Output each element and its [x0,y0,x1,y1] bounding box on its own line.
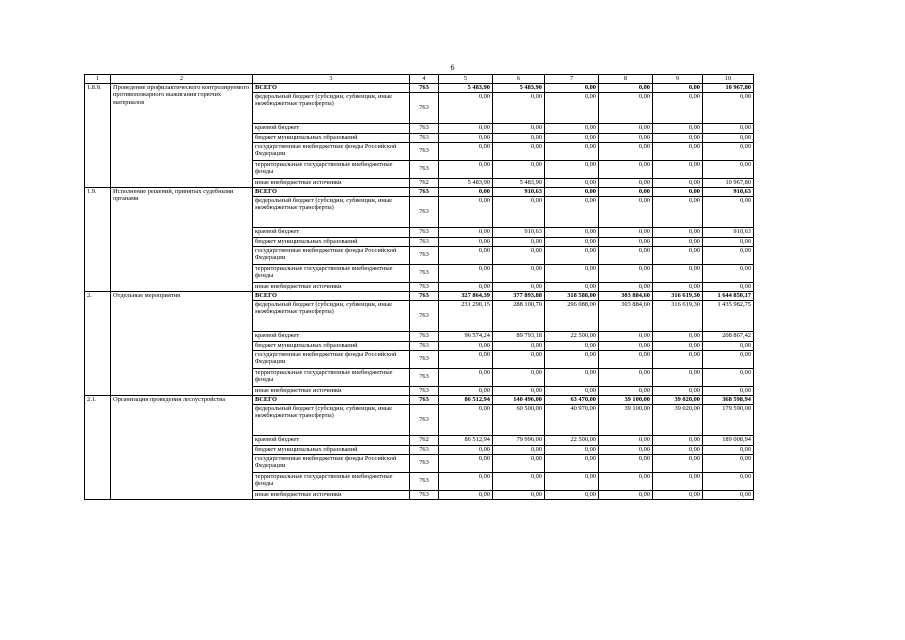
budget-code: 763 [410,386,439,395]
budget-code: 763 [410,123,439,133]
budget-code: 763 [410,445,439,454]
amount-cell: 0,00 [703,386,754,395]
amount-cell: 0,00 [545,83,599,92]
amount-cell: 0,00 [545,187,599,196]
budget-code: 763 [410,454,439,472]
funding-source: федеральный бюджет (субсидии, субвенции, иные межбюджетные трансферты) [253,196,410,227]
amount-cell: 0,00 [439,196,493,227]
amount-cell: 0,00 [439,160,493,178]
amount-cell: 377 893,88 [493,291,545,300]
column-header: 1 [85,75,111,84]
amount-cell: 0,00 [653,196,703,227]
amount-cell: 296 088,00 [545,300,599,331]
funding-source: государственные внебюджетные фонды Российской Федерации [253,142,410,160]
amount-cell: 89 793,18 [493,331,545,341]
budget-code: 763 [410,264,439,282]
amount-cell: 316 619,30 [653,300,703,331]
amount-cell: 0,00 [545,445,599,454]
amount-cell: 0,00 [653,123,703,133]
amount-cell: 0,00 [599,445,653,454]
amount-cell: 10 967,80 [703,83,754,92]
funding-source: федеральный бюджет (субсидии, субвенции, иные межбюджетные трансферты) [253,92,410,123]
funding-source: краевой бюджет [253,331,410,341]
amount-cell: 0,00 [653,454,703,472]
amount-cell: 0,00 [703,123,754,133]
amount-cell: 1 435 982,75 [703,300,754,331]
amount-cell: 5 483,90 [439,83,493,92]
amount-cell: 0,00 [439,445,493,454]
amount-cell: 0,00 [599,92,653,123]
amount-cell: 0,00 [493,246,545,264]
funding-source: ВСЕГО [253,83,410,92]
amount-cell: 0,00 [545,246,599,264]
amount-cell: 0,00 [545,196,599,227]
funding-source: ВСЕГО [253,187,410,196]
amount-cell: 0,00 [439,237,493,246]
budget-code: 763 [410,246,439,264]
column-header: 5 [439,75,493,84]
amount-cell: 0,00 [653,264,703,282]
funding-source: государственные внебюджетные фонды Российской Федерации [253,350,410,368]
budget-code: 763 [410,83,439,92]
amount-cell: 0,00 [599,341,653,350]
amount-cell: 0,00 [599,178,653,187]
amount-cell: 0,00 [703,454,754,472]
amount-cell: 0,00 [599,160,653,178]
funding-source: краевой бюджет [253,227,410,237]
funding-source: бюджет муниципальных образований [253,133,410,142]
amount-cell: 0,00 [599,331,653,341]
amount-cell: 0,00 [653,160,703,178]
amount-cell: 0,00 [599,472,653,490]
amount-cell: 0,00 [545,142,599,160]
funding-source: иные внебюджетные источники [253,386,410,395]
amount-cell: 39 020,00 [653,395,703,404]
amount-cell: 0,00 [439,341,493,350]
amount-cell: 0,00 [545,237,599,246]
amount-cell: 40 970,00 [545,404,599,435]
funding-source: государственные внебюджетные фонды Российской Федерации [253,246,410,264]
amount-cell: 1 644 850,17 [703,291,754,300]
amount-cell: 0,00 [439,472,493,490]
amount-cell: 0,00 [653,83,703,92]
table-row [85,395,754,404]
amount-cell: 208 867,42 [703,331,754,341]
budget-code: 763 [410,331,439,341]
amount-cell: 0,00 [439,227,493,237]
amount-cell: 39 020,00 [653,404,703,435]
amount-cell: 0,00 [493,386,545,395]
amount-cell: 0,00 [545,160,599,178]
amount-cell: 0,00 [545,92,599,123]
amount-cell: 96 574,24 [439,331,493,341]
amount-cell: 0,00 [599,227,653,237]
item-name: Проведение профилактического контролируемого противопожарного выжигания горючих материалов [111,83,253,187]
amount-cell: 0,00 [439,133,493,142]
budget-code: 763 [410,341,439,350]
amount-cell: 0,00 [599,187,653,196]
column-header: 9 [653,75,703,84]
amount-cell: 0,00 [439,404,493,435]
amount-cell: 0,00 [653,92,703,123]
amount-cell: 0,00 [653,227,703,237]
funding-source: иные внебюджетные источники [253,178,410,187]
budget-code: 763 [410,133,439,142]
amount-cell: 0,00 [703,142,754,160]
amount-cell: 63 470,00 [545,395,599,404]
amount-cell: 0,00 [493,133,545,142]
amount-cell: 0,00 [703,282,754,291]
funding-source: краевой бюджет [253,435,410,445]
amount-cell: 0,00 [439,142,493,160]
amount-cell: 0,00 [599,490,653,499]
table-row [85,187,754,196]
amount-cell: 0,00 [493,350,545,368]
funding-source: федеральный бюджет (субсидии, субвенции, иные межбюджетные трансферты) [253,300,410,331]
amount-cell: 0,00 [439,368,493,386]
amount-cell: 0,00 [653,445,703,454]
amount-cell: 0,00 [653,133,703,142]
amount-cell: 0,00 [439,264,493,282]
amount-cell: 0,00 [703,445,754,454]
funding-source: бюджет муниципальных образований [253,341,410,350]
amount-cell: 0,00 [599,246,653,264]
amount-cell: 288 100,70 [493,300,545,331]
amount-cell: 0,00 [439,187,493,196]
budget-code: 763 [410,300,439,331]
amount-cell: 910,63 [703,227,754,237]
amount-cell: 0,00 [493,490,545,499]
item-number: 2.1. [85,395,111,499]
amount-cell: 0,00 [493,472,545,490]
column-header: 10 [703,75,754,84]
amount-cell: 231 290,15 [439,300,493,331]
amount-cell: 0,00 [653,472,703,490]
budget-code: 763 [410,350,439,368]
amount-cell: 86 512,94 [439,395,493,404]
header-row [85,75,754,84]
amount-cell: 0,00 [493,196,545,227]
amount-cell: 0,00 [545,227,599,237]
amount-cell: 0,00 [493,237,545,246]
amount-cell: 0,00 [599,264,653,282]
amount-cell: 5 483,90 [439,178,493,187]
table-row [85,83,754,92]
amount-cell: 0,00 [653,178,703,187]
budget-code: 763 [410,472,439,490]
amount-cell: 39 100,00 [599,395,653,404]
amount-cell: 0,00 [545,490,599,499]
amount-cell: 0,00 [703,246,754,264]
amount-cell: 0,00 [599,83,653,92]
page-number: 6 [450,63,455,72]
item-number: 1.8.9. [85,83,111,187]
funding-source: федеральный бюджет (субсидии, субвенции, иные межбюджетные трансферты) [253,404,410,435]
amount-cell: 0,00 [493,454,545,472]
budget-code: 763 [410,368,439,386]
amount-cell: 0,00 [493,341,545,350]
budget-code: 763 [410,490,439,499]
amount-cell: 79 996,00 [493,435,545,445]
funding-source: краевой бюджет [253,123,410,133]
amount-cell: 0,00 [545,454,599,472]
column-header: 7 [545,75,599,84]
amount-cell: 0,00 [653,142,703,160]
table-row [85,291,754,300]
amount-cell: 0,00 [439,386,493,395]
amount-cell: 0,00 [653,490,703,499]
amount-cell: 0,00 [439,246,493,264]
amount-cell: 327 864,39 [439,291,493,300]
amount-cell: 0,00 [493,282,545,291]
amount-cell: 10 967,80 [703,178,754,187]
amount-cell: 189 008,94 [703,435,754,445]
amount-cell: 0,00 [545,178,599,187]
amount-cell: 0,00 [703,368,754,386]
amount-cell: 179 590,00 [703,404,754,435]
amount-cell: 0,00 [545,341,599,350]
amount-cell: 0,00 [599,386,653,395]
amount-cell: 0,00 [439,454,493,472]
funding-source: ВСЕГО [253,395,410,404]
budget-code: 762 [410,178,439,187]
amount-cell: 0,00 [653,237,703,246]
amount-cell: 0,00 [653,350,703,368]
amount-cell: 0,00 [703,264,754,282]
funding-source: иные внебюджетные источники [253,282,410,291]
amount-cell: 0,00 [653,368,703,386]
amount-cell: 0,00 [599,454,653,472]
budget-code: 763 [410,227,439,237]
amount-cell: 318 588,00 [545,291,599,300]
funding-source: территориальные государственные внебюджетные фонды [253,472,410,490]
amount-cell: 140 496,00 [493,395,545,404]
column-header: 2 [111,75,253,84]
amount-cell: 0,00 [545,386,599,395]
amount-cell: 0,00 [439,350,493,368]
amount-cell: 0,00 [703,490,754,499]
column-header: 4 [410,75,439,84]
funding-source: территориальные государственные внебюджетные фонды [253,368,410,386]
budget-code: 763 [410,187,439,196]
budget-code: 763 [410,92,439,123]
amount-cell: 5 483,90 [493,83,545,92]
funding-source: бюджет муниципальных образований [253,445,410,454]
amount-cell: 0,00 [439,123,493,133]
column-header: 3 [253,75,410,84]
amount-cell: 0,00 [439,282,493,291]
funding-source: ВСЕГО [253,291,410,300]
amount-cell: 0,00 [493,445,545,454]
amount-cell: 0,00 [703,237,754,246]
amount-cell: 0,00 [439,490,493,499]
amount-cell: 0,00 [599,123,653,133]
amount-cell: 0,00 [599,196,653,227]
amount-cell: 0,00 [599,435,653,445]
funding-source: территориальные государственные внебюджетные фонды [253,160,410,178]
amount-cell: 22 500,00 [545,435,599,445]
amount-cell: 0,00 [653,282,703,291]
funding-source: государственные внебюджетные фонды Российской Федерации [253,454,410,472]
amount-cell: 39 100,00 [599,404,653,435]
amount-cell: 0,00 [599,282,653,291]
amount-cell: 0,00 [493,160,545,178]
item-number: 2. [85,291,111,395]
amount-cell: 0,00 [493,368,545,386]
budget-code: 763 [410,395,439,404]
amount-cell: 0,00 [703,133,754,142]
item-name: Исполнение решений, принятых судебными органами [111,187,253,291]
amount-cell: 0,00 [703,196,754,227]
amount-cell: 0,00 [493,142,545,160]
amount-cell: 0,00 [545,264,599,282]
amount-cell: 0,00 [493,264,545,282]
amount-cell: 0,00 [493,92,545,123]
funding-source: иные внебюджетные источники [253,490,410,499]
amount-cell: 0,00 [703,350,754,368]
column-header: 8 [599,75,653,84]
budget-code: 763 [410,291,439,300]
amount-cell: 0,00 [599,368,653,386]
amount-cell: 0,00 [599,350,653,368]
amount-cell: 303 884,60 [599,300,653,331]
budget-table [84,74,754,500]
budget-code: 763 [410,142,439,160]
funding-source: бюджет муниципальных образований [253,237,410,246]
amount-cell: 0,00 [545,350,599,368]
amount-cell: 0,00 [599,237,653,246]
amount-cell: 0,00 [545,368,599,386]
amount-cell: 22 500,00 [545,331,599,341]
amount-cell: 0,00 [703,341,754,350]
budget-code: 763 [410,404,439,435]
amount-cell: 910,63 [703,187,754,196]
amount-cell: 0,00 [653,187,703,196]
amount-cell: 0,00 [439,92,493,123]
amount-cell: 0,00 [653,435,703,445]
amount-cell: 0,00 [599,133,653,142]
item-name: Отдельные мероприятия [111,291,253,395]
amount-cell: 0,00 [545,133,599,142]
budget-code: 763 [410,196,439,227]
amount-cell: 0,00 [545,472,599,490]
budget-code: 762 [410,435,439,445]
amount-cell: 60 500,00 [493,404,545,435]
amount-cell: 5 483,90 [493,178,545,187]
amount-cell: 0,00 [703,92,754,123]
amount-cell: 0,00 [703,160,754,178]
item-number: 1.9. [85,187,111,291]
amount-cell: 0,00 [545,282,599,291]
amount-cell: 0,00 [599,142,653,160]
funding-source: территориальные государственные внебюджетные фонды [253,264,410,282]
amount-cell: 368 598,94 [703,395,754,404]
amount-cell: 86 512,94 [439,435,493,445]
amount-cell: 0,00 [545,123,599,133]
amount-cell: 0,00 [653,386,703,395]
column-header: 6 [493,75,545,84]
item-name: Организация проведения лесоустройства [111,395,253,499]
amount-cell: 910,63 [493,187,545,196]
amount-cell: 910,63 [493,227,545,237]
amount-cell: 0,00 [493,123,545,133]
amount-cell: 0,00 [653,246,703,264]
amount-cell: 0,00 [653,341,703,350]
budget-code: 763 [410,282,439,291]
amount-cell: 316 619,30 [653,291,703,300]
amount-cell: 0,00 [703,472,754,490]
budget-code: 763 [410,237,439,246]
budget-code: 763 [410,160,439,178]
amount-cell: 0,00 [653,331,703,341]
amount-cell: 303 884,60 [599,291,653,300]
